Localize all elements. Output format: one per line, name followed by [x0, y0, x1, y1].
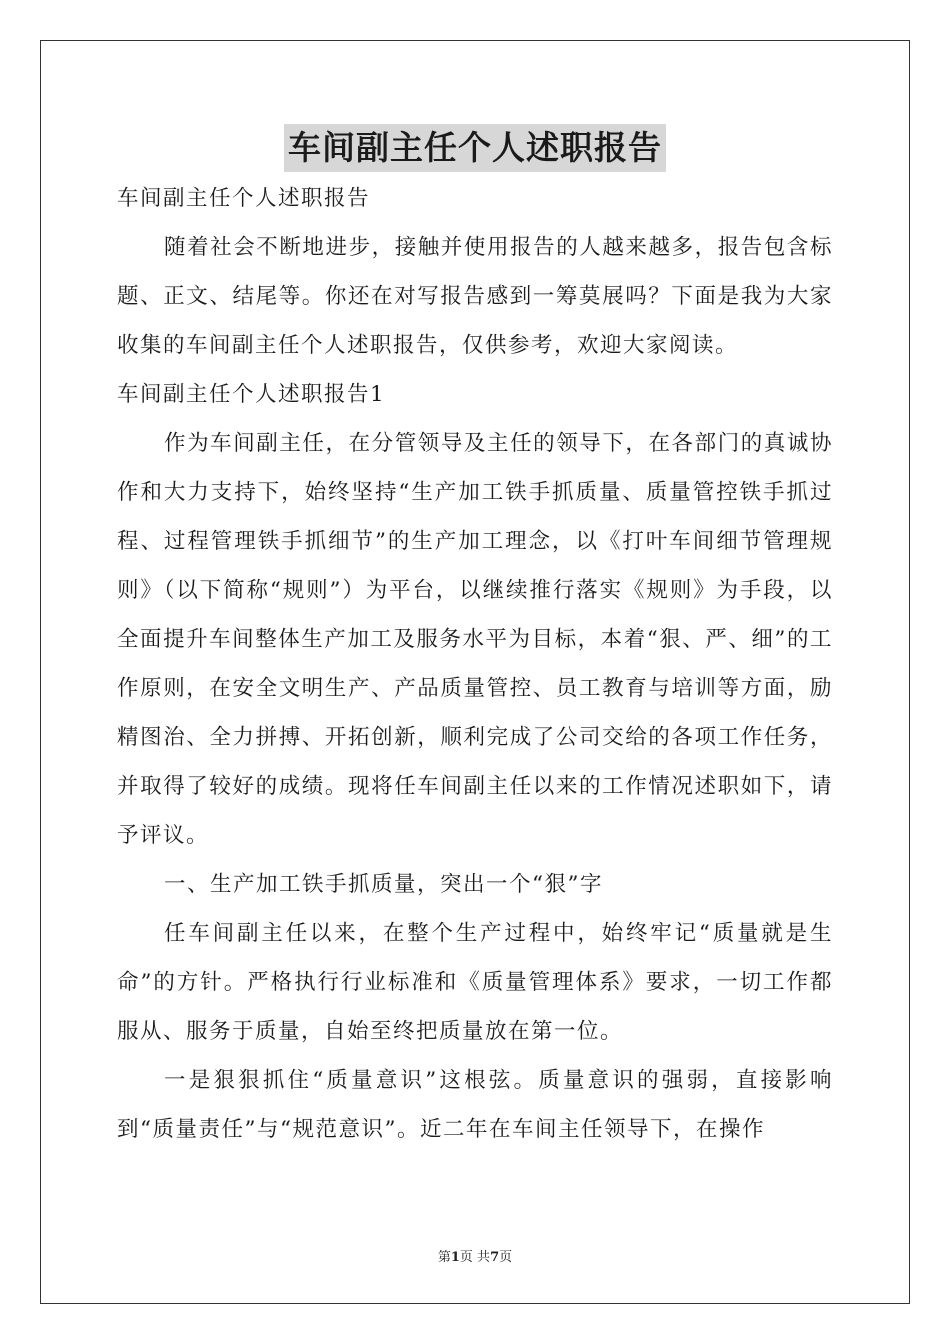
body-paragraph: 一是狠狠抓住“质量意识”这根弦。质量意识的强弱，直接影响到“质量责任”与“规范意识”。近二年在车间主任领导下，在操作: [117, 1068, 833, 1142]
page-footer: [0, 1246, 950, 1265]
document-title: 车间副主任个人述职报告: [284, 124, 666, 172]
body-paragraph: 作为车间副主任，在分管领导及主任的领导下，在各部门的真诚协作和大力支持下，始终坚持“生产加工铁手抓质量、质量管控铁手抓过程、过程管理铁手抓细节”的生产加工理念，以《打叶车间细节管理规则》（以下简称“规则”）为平台，以继续推行落实《规则》为手段，以全面提升车间整体生产加工及服务水平为目标，本着“狠、严、细”的工作原则，在安全文明生产、产品质量管控、员工教育与培训等方面，励精图治、全力拼搏、开拓创新，顺利完成了公司交给的各项工作任务，并取得了较好的成绩。现将任车间副主任以来的工作情况述职如下，请予评议。: [117, 431, 833, 848]
section-heading: 车间副主任个人述职报告1: [117, 382, 386, 407]
subtitle-paragraph: 车间副主任个人述职报告: [117, 186, 371, 211]
subsection-heading: 一、生产加工铁手抓质量，突出一个“狠”字: [164, 872, 603, 897]
page-prefix: 第: [437, 1250, 451, 1265]
page-mid: 页 共: [459, 1250, 491, 1265]
current-page-number: 1: [450, 1250, 460, 1265]
page-suffix: 页: [499, 1250, 513, 1265]
document-body: [117, 174, 833, 1154]
body-paragraph: 任车间副主任以来，在整个生产过程中，始终牢记“质量就是生命”的方针。严格执行行业标准和《质量管理体系》要求，一切工作都服从、服务于质量，自始至终把质量放在第一位。: [117, 921, 833, 1044]
total-page-number: 7: [490, 1250, 500, 1265]
document-title-wrap: [0, 124, 950, 172]
intro-paragraph: 随着社会不断地进步，接触并使用报告的人越来越多，报告包含标题、正文、结尾等。你还在对写报告感到一筹莫展吗？下面是我为大家收集的车间副主任个人述职报告，仅供参考，欢迎大家阅读。: [117, 235, 833, 358]
